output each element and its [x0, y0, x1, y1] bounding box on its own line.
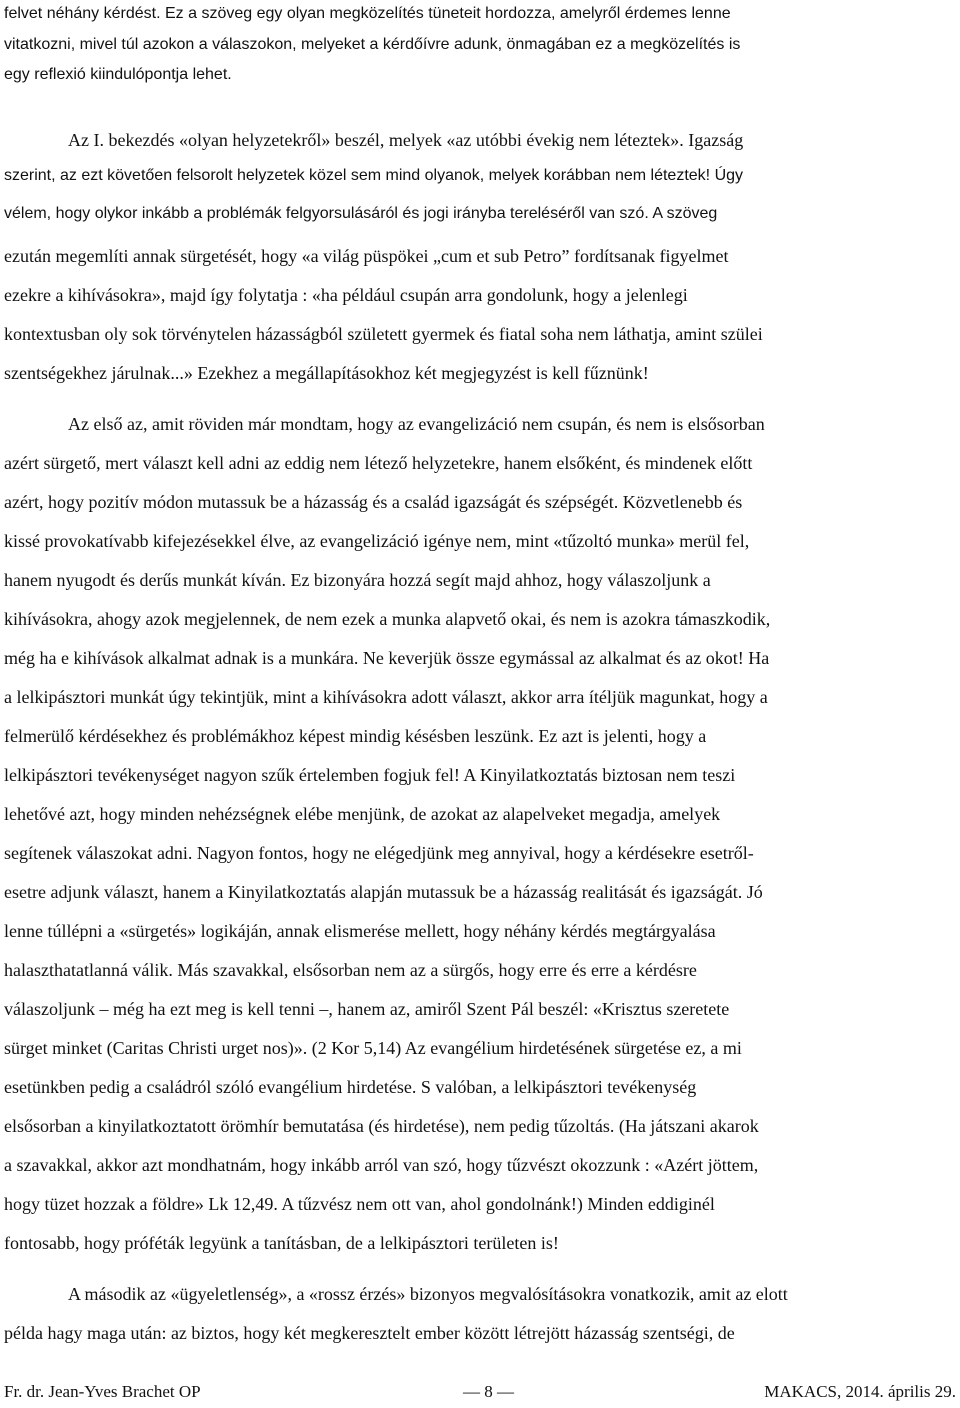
- text-line: szentségekhez járulnak...» Ezekhez a megállapításokhoz két megjegyzést is kell fűznünk!: [4, 363, 649, 383]
- text-line: Az I. bekezdés «olyan helyzetekről» beszél, melyek «az utóbbi évekig nem léteztek». Igazság: [68, 130, 744, 150]
- footer-page-number: — 8 —: [463, 1382, 514, 1401]
- text-line: kontextusban oly sok törvénytelen házasságból született gyermek és fiatal soha nem láthatja, amint szülei: [4, 324, 763, 344]
- text-line: esetre adjunk választ, hanem a Kinyilatkoztatás alapján mutassuk be a házasság realitását és igazságát. Jó: [4, 882, 763, 902]
- text-line: fontosabb, hogy próféták legyünk a tanításban, de a lelkipásztori területen is!: [4, 1233, 559, 1253]
- text-line: hanem nyugodt és derűs munkát kíván. Ez bizonyára hozzá segít majd ahhoz, hogy válaszoljunk a: [4, 570, 711, 590]
- text-line: esetünkben pedig a családról szóló evangélium hirdetése. S valóban, a lelkipásztori tevékenység: [4, 1077, 697, 1097]
- page-footer: [0, 1380, 960, 1404]
- text-line: kissé provokatívabb kifejezésekkel élve, az evangelizáció igénye nem, mint «tűzoltó munka» merül fel,: [4, 531, 750, 551]
- text-line: sürget minket (Caritas Christi urget nos)». (2 Kor 5,14) Az evangélium hirdetésének sürgetése ez, a mi: [4, 1038, 742, 1058]
- text-line: ezekre a kihívásokra», majd így folytatja : «ha például csupán arra gondolunk, hogy a jelenlegi: [4, 285, 688, 305]
- footer-event: MAKACS, 2014. április 29.: [764, 1382, 956, 1401]
- text-line: szerint, az ezt követően felsorolt helyzetek közel sem mind olyanok, melyek korábban nem léteztek! Úgy: [4, 167, 744, 184]
- text-line: azért sürgető, mert választ kell adni az eddig nem létező helyzetekre, hanem elsőként, és mindenek előtt: [4, 453, 753, 473]
- footer-author: Fr. dr. Jean-Yves Brachet OP: [4, 1382, 201, 1401]
- text-line: Az első az, amit röviden már mondtam, hogy az evangelizáció nem csupán, és nem is elsősorban: [68, 414, 765, 434]
- text-line: lelkipásztori tevékenységet nagyon szűk értelemben fogjuk fel! A Kinyilatkoztatás biztosan nem teszi: [4, 765, 736, 785]
- text-line: azért, hogy pozitív módon mutassuk be a házasság és a család igazságát és szépségét. Közvetlenebb és: [4, 492, 743, 512]
- text-line: a lelkipásztori munkát úgy tekintjük, mint a kihívásokra adott választ, akkor arra ítéljük magunkat, hogy a: [4, 687, 768, 707]
- text-line: válaszoljunk – még ha ezt meg is kell tenni –, hanem az, amiről Szent Pál beszél: «Krisztus szeretete: [4, 999, 730, 1019]
- text-line: vitatkozni, mivel túl azokon a válaszokon, melyeket a kérdőívre adunk, önmagában ez a megközelítés is: [4, 36, 741, 53]
- text-line: elsősorban a kinyilatkoztatott örömhír bemutatása (és hirdetése), nem pedig tűzoltás. (Ha játszani akarok: [4, 1116, 759, 1136]
- text-line: a szavakkal, akkor azt mondhatnám, hogy inkább arról van szó, hogy tűzvészt okozzunk : «Azért jöttem,: [4, 1155, 759, 1175]
- text-line: lenne túllépni a «sürgetés» logikáján, annak elismerése mellett, hogy néhány kérdés megtárgyalása: [4, 921, 716, 941]
- text-line: hogy tüzet hozzak a földre» Lk 12,49. A tűzvész nem ott van, ahol gondolnánk!) Minden eddiginél: [4, 1194, 715, 1214]
- text-line: felvet néhány kérdést. Ez a szöveg egy olyan megközelítés tüneteit hordozza, amelyről érdemes lenne: [4, 5, 731, 22]
- text-line: A második az «ügyeletlenség», a «rossz érzés» bizonyos megvalósításokra vonatkozik, amit az elott: [68, 1284, 788, 1304]
- text-line: még ha e kihívások alkalmat adnak is a munkára. Ne keverjük össze egymással az alkalmat és az okot! Ha: [4, 648, 770, 668]
- text-line: halaszthatatlanná válik. Más szavakkal, elsősorban nem az a sürgős, hogy erre és erre a kérdésre: [4, 960, 697, 980]
- text-line: példa hagy maga után: az biztos, hogy két megkeresztelt ember között létrejött házasság szentségi, de: [4, 1323, 735, 1343]
- text-line: felmerülő kérdésekhez és problémákhoz képest mindig késésben leszünk. Ez azt is jelenti, hogy a: [4, 726, 707, 746]
- text-line: ezután megemlíti annak sürgetését, hogy «a világ püspökei „cum et sub Petro” fordítsanak figyelmet: [4, 246, 729, 266]
- text-line: segítenek válaszokat adni. Nagyon fontos, hogy ne elégedjünk meg annyival, hogy a kérdésekre esetről-: [4, 843, 754, 863]
- text-line: kihívásokra, ahogy azok megjelennek, de nem ezek a munka alapvető okai, és nem is azokra támaszkodik,: [4, 609, 771, 629]
- text-line: lehetővé azt, hogy minden nehézségnek elébe menjünk, de azokat az alapelveket megadja, amelyek: [4, 804, 721, 824]
- text-line: egy reflexió kiindulópontja lehet.: [4, 66, 232, 83]
- text-line: vélem, hogy olykor inkább a problémák felgyorsulásáról és jogi irányba tereléséről van szó. A szöveg: [4, 205, 718, 222]
